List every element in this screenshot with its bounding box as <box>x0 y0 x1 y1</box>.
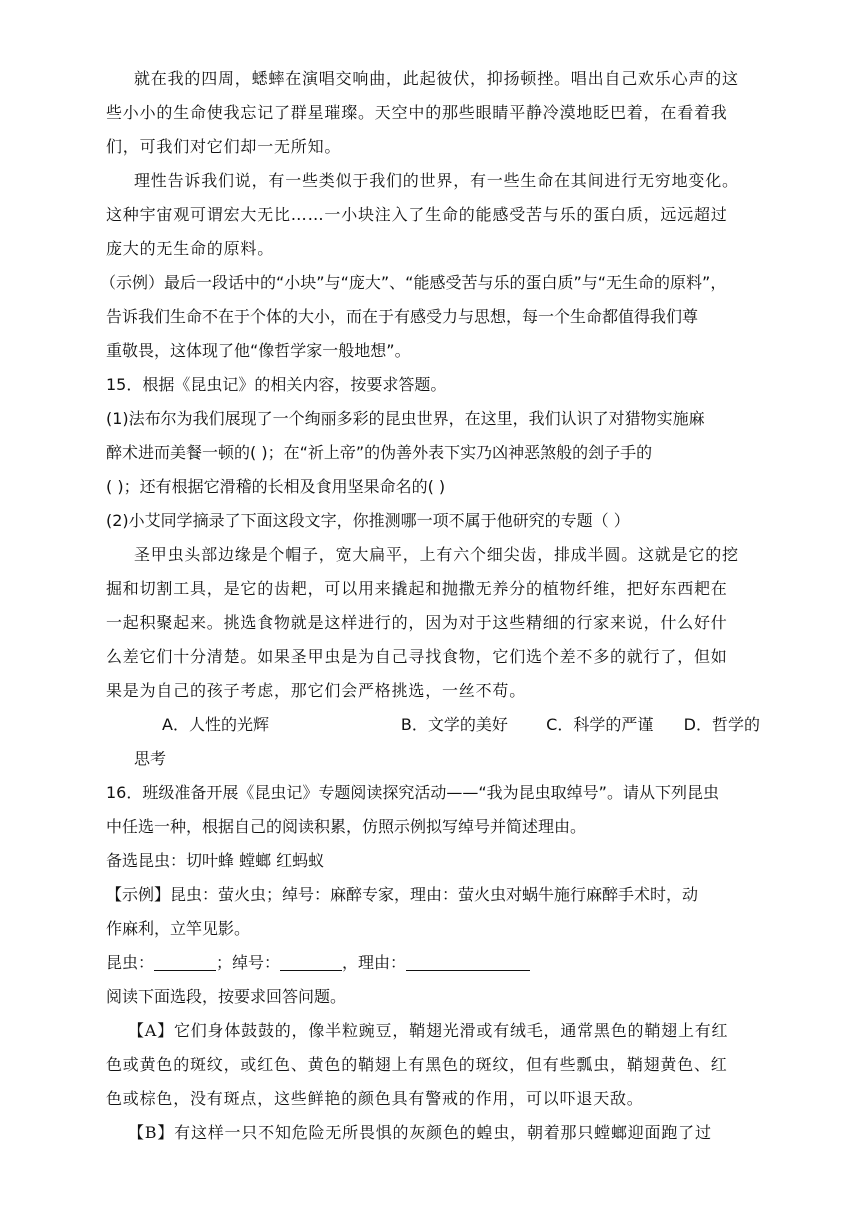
reading-section <box>106 980 760 1150</box>
nickname-blank[interactable] <box>280 950 342 971</box>
passage-line: 庞大的无生命的原料。 <box>106 239 275 258</box>
reason-blank[interactable] <box>406 950 530 971</box>
excerpt <box>106 538 760 708</box>
example-line: 告诉我们生命不在于个体的大小，而在于有感受力与思想，每一个生命都值得我们尊 <box>106 307 699 326</box>
option-a[interactable]: A．人性的光辉 <box>162 715 269 734</box>
question-line: 16．班级准备开展《昆虫记》专题阅读探究活动——“我为昆虫取绰号”。请从下列昆虫 <box>106 783 719 802</box>
question-16 <box>106 776 760 980</box>
question-15 <box>106 368 760 776</box>
passage-line: 些小小的生命使我忘记了群星璀璨。天空中的那些眼睛平静冷漠地眨巴着，在看着我 <box>106 103 728 122</box>
nickname-label: ；绰号： <box>216 953 281 972</box>
passage-line: 们，可我们对它们却一无所知。 <box>106 137 342 156</box>
passage-a-line: 色或棕色，没有斑点，这些鲜艳的颜色具有警戒的作用，可以吓退天敌。 <box>106 1089 644 1108</box>
question-line: (1)法布尔为我们展现了一个绚丽多彩的昆虫世界，在这里，我们认识了对猎物实施麻 <box>106 409 705 428</box>
example-line: 作麻利，立竿见影。 <box>106 919 251 938</box>
insect-label: 昆虫： <box>106 953 155 972</box>
question-line: (2)小艾同学摘录了下面这段文字，你推测哪一项不属于他研究的专题（ ） <box>106 511 630 530</box>
example-line: 【示例】昆虫：萤火虫；绰号：麻醉专家，理由：萤火虫对蜗牛施行麻醉手术时，动 <box>106 885 699 904</box>
passage-a-line: 色或黄色的斑纹，或红色、黄色的鞘翅上有黑色的斑纹，但有些瓢虫，鞘翅黄色、红 <box>106 1055 728 1074</box>
excerpt-line: 圣甲虫头部边缘是个帽子，宽大扁平，上有六个细尖齿，排成半圆。这就是它的挖 <box>134 545 739 564</box>
candidate-insects: 备选昆虫：切叶蜂 螳螂 红蚂蚁 <box>106 851 325 870</box>
passage-line: 就在我的四周，蟋蟀在演唱交响曲，此起彼伏，抑扬顿挫。唱出自己欢乐心声的这 <box>134 69 739 88</box>
passage-a-line: 【A】它们身体鼓鼓的，像半粒豌豆，鞘翅光滑或有绒毛，通常黑色的鞘翅上有红 <box>128 1021 729 1040</box>
option-c[interactable]: C．科学的严谨 <box>546 715 654 734</box>
reason-label: ，理由： <box>342 953 407 972</box>
example-line: （示例）最后一段话中的“小块”与“庞大”、“能感受苦与乐的蛋白质”与“无生命的原料”， <box>100 273 727 292</box>
passage-line: 理性告诉我们说，有一些类似于我们的世界，有一些生命在其间进行无穷地变化。 <box>134 171 739 190</box>
fill-in-row <box>106 946 760 980</box>
option-d[interactable]: D．哲学的 <box>683 715 760 734</box>
option-b[interactable]: B．文学的美好 <box>400 715 508 734</box>
question-line: 中任选一种，根据自己的阅读积累，仿照示例拟写绰号并简述理由。 <box>106 817 587 836</box>
example-answer <box>100 266 760 368</box>
insect-blank[interactable] <box>154 950 216 971</box>
question-line: ( )；还有根据它滑稽的长相及食用坚果命名的( ) <box>106 477 446 496</box>
reading-instruction: 阅读下面选段，按要求回答问题。 <box>106 987 347 1006</box>
excerpt-line: 掘和切割工具，是它的齿耙，可以用来撬起和抛撒无养分的植物纤维，把好东西耙在 <box>106 579 728 598</box>
excerpt-line: 一起积聚起来。挑选食物就是这样进行的，因为对于这些精细的行家来说，什么好什 <box>106 613 728 632</box>
passage-intro <box>106 62 760 266</box>
example-line: 重敬畏，这体现了他“像哲学家一般地想”。 <box>106 341 411 360</box>
question-title: 15．根据《昆虫记》的相关内容，按要求答题。 <box>106 375 447 394</box>
passage-b-line: 【B】有这样一只不知危险无所畏惧的灰颜色的蝗虫，朝着那只螳螂迎面跑了过 <box>128 1123 712 1142</box>
excerpt-line: 么差它们十分清楚。如果圣甲虫是为自己寻找食物，它们选个差不多的就行了，但如 <box>106 647 728 666</box>
question-line: 醉术进而美餐一顿的( )；在“祈上帝”的伪善外表下实乃凶神恶煞般的刽子手的 <box>106 443 653 462</box>
option-d-continued: 思考 <box>134 749 167 768</box>
excerpt-line: 果是为自己的孩子考虑，那它们会严格挑选，一丝不苟。 <box>106 681 527 700</box>
answer-options <box>106 708 760 742</box>
passage-line: 这种宇宙观可谓宏大无比……一小块注入了生命的能感受苦与乐的蛋白质，远远超过 <box>106 205 728 224</box>
